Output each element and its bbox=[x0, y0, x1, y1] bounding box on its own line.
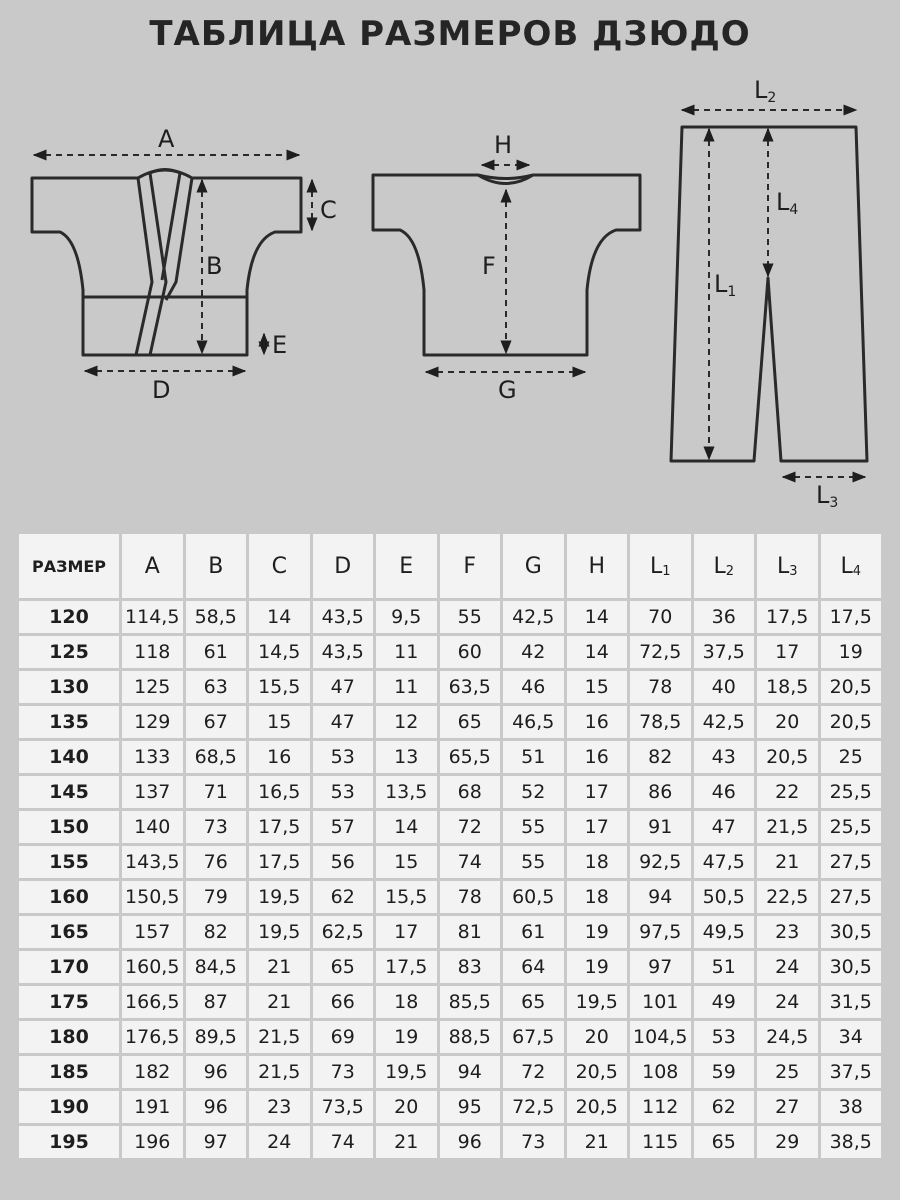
table-cell: 68 bbox=[440, 776, 501, 808]
table-cell: 22 bbox=[757, 776, 818, 808]
table-cell: 53 bbox=[313, 776, 374, 808]
table-cell: 65 bbox=[503, 986, 564, 1018]
table-cell: 72,5 bbox=[630, 636, 691, 668]
table-cell: 37,5 bbox=[694, 636, 755, 668]
table-cell: 18 bbox=[567, 881, 628, 913]
table-cell: 17 bbox=[757, 636, 818, 668]
table-cell: 79 bbox=[186, 881, 247, 913]
table-cell: 104,5 bbox=[630, 1021, 691, 1053]
table-cell: 19 bbox=[567, 916, 628, 948]
table-cell: 21,5 bbox=[249, 1056, 310, 1088]
table-cell: 17,5 bbox=[249, 846, 310, 878]
table-cell: 22,5 bbox=[757, 881, 818, 913]
label-g: G bbox=[498, 376, 517, 404]
table-cell: 65,5 bbox=[440, 741, 501, 773]
column-header-g: G bbox=[503, 534, 564, 598]
table-cell: 160,5 bbox=[122, 951, 183, 983]
table-cell: 16 bbox=[567, 741, 628, 773]
table-cell: 21 bbox=[376, 1126, 437, 1158]
table-cell: 21 bbox=[567, 1126, 628, 1158]
table-cell: 38,5 bbox=[821, 1126, 882, 1158]
table-cell: 47 bbox=[313, 671, 374, 703]
size-cell: 140 bbox=[19, 741, 119, 773]
table-cell: 43 bbox=[694, 741, 755, 773]
table-cell: 51 bbox=[503, 741, 564, 773]
jacket-front-diagram bbox=[32, 170, 301, 356]
table-cell: 94 bbox=[630, 881, 691, 913]
table-row bbox=[19, 741, 881, 773]
table-cell: 176,5 bbox=[122, 1021, 183, 1053]
table-cell: 84,5 bbox=[186, 951, 247, 983]
table-cell: 37,5 bbox=[821, 1056, 882, 1088]
table-cell: 78,5 bbox=[630, 706, 691, 738]
table-cell: 125 bbox=[122, 671, 183, 703]
table-cell: 55 bbox=[503, 846, 564, 878]
table-cell: 73 bbox=[313, 1056, 374, 1088]
page-title: ТАБЛИЦА РАЗМЕРОВ ДЗЮДО bbox=[149, 14, 751, 54]
table-row bbox=[19, 671, 881, 703]
table-cell: 23 bbox=[249, 1091, 310, 1123]
table-row bbox=[19, 951, 881, 983]
table-cell: 24 bbox=[757, 986, 818, 1018]
table-cell: 42,5 bbox=[503, 601, 564, 633]
table-cell: 16 bbox=[567, 706, 628, 738]
table-cell: 11 bbox=[376, 636, 437, 668]
table-cell: 166,5 bbox=[122, 986, 183, 1018]
table-cell: 62,5 bbox=[313, 916, 374, 948]
table-cell: 14 bbox=[376, 811, 437, 843]
table-cell: 81 bbox=[440, 916, 501, 948]
size-cell: 195 bbox=[19, 1126, 119, 1158]
table-cell: 112 bbox=[630, 1091, 691, 1123]
table-cell: 191 bbox=[122, 1091, 183, 1123]
table-cell: 17,5 bbox=[757, 601, 818, 633]
table-row bbox=[19, 776, 881, 808]
table-cell: 21,5 bbox=[249, 1021, 310, 1053]
table-cell: 21 bbox=[249, 986, 310, 1018]
label-d: D bbox=[152, 376, 171, 404]
table-cell: 95 bbox=[440, 1091, 501, 1123]
table-cell: 97,5 bbox=[630, 916, 691, 948]
size-cell: 125 bbox=[19, 636, 119, 668]
table-cell: 73 bbox=[186, 811, 247, 843]
table-cell: 76 bbox=[186, 846, 247, 878]
size-cell: 190 bbox=[19, 1091, 119, 1123]
column-header-l4: L4 bbox=[821, 534, 882, 598]
table-cell: 47 bbox=[313, 706, 374, 738]
table-cell: 46,5 bbox=[503, 706, 564, 738]
table-cell: 62 bbox=[694, 1091, 755, 1123]
size-cell: 145 bbox=[19, 776, 119, 808]
table-cell: 19,5 bbox=[249, 916, 310, 948]
column-header-c: C bbox=[249, 534, 310, 598]
table-cell: 15 bbox=[567, 671, 628, 703]
label-h: H bbox=[494, 131, 513, 159]
size-cell: 130 bbox=[19, 671, 119, 703]
table-cell: 85,5 bbox=[440, 986, 501, 1018]
table-cell: 87 bbox=[186, 986, 247, 1018]
table-cell: 19,5 bbox=[249, 881, 310, 913]
size-cell: 120 bbox=[19, 601, 119, 633]
table-cell: 63,5 bbox=[440, 671, 501, 703]
table-cell: 58,5 bbox=[186, 601, 247, 633]
column-header-l1: L1 bbox=[630, 534, 691, 598]
table-cell: 20 bbox=[757, 706, 818, 738]
label-l2: L2 bbox=[754, 76, 777, 106]
table-cell: 143,5 bbox=[122, 846, 183, 878]
table-row bbox=[19, 811, 881, 843]
label-f: F bbox=[482, 252, 496, 280]
table-cell: 92,5 bbox=[630, 846, 691, 878]
column-header-l3: L3 bbox=[757, 534, 818, 598]
table-cell: 38 bbox=[821, 1091, 882, 1123]
size-cell: 150 bbox=[19, 811, 119, 843]
table-cell: 20 bbox=[376, 1091, 437, 1123]
table-cell: 97 bbox=[186, 1126, 247, 1158]
table-cell: 60 bbox=[440, 636, 501, 668]
table-cell: 101 bbox=[630, 986, 691, 1018]
table-cell: 46 bbox=[694, 776, 755, 808]
table-cell: 129 bbox=[122, 706, 183, 738]
table-cell: 73 bbox=[503, 1126, 564, 1158]
table-row bbox=[19, 1021, 881, 1053]
table-cell: 74 bbox=[440, 846, 501, 878]
table-cell: 52 bbox=[503, 776, 564, 808]
table-cell: 96 bbox=[440, 1126, 501, 1158]
table-cell: 72 bbox=[440, 811, 501, 843]
table-row bbox=[19, 881, 881, 913]
table-cell: 65 bbox=[694, 1126, 755, 1158]
table-cell: 19 bbox=[821, 636, 882, 668]
table-cell: 20,5 bbox=[821, 706, 882, 738]
table-cell: 17 bbox=[567, 776, 628, 808]
table-cell: 82 bbox=[186, 916, 247, 948]
table-header-row bbox=[19, 534, 881, 598]
table-cell: 196 bbox=[122, 1126, 183, 1158]
table-cell: 21 bbox=[757, 846, 818, 878]
table-row bbox=[19, 1091, 881, 1123]
table-row bbox=[19, 601, 881, 633]
table-cell: 53 bbox=[694, 1021, 755, 1053]
table-cell: 20,5 bbox=[567, 1091, 628, 1123]
table-cell: 36 bbox=[694, 601, 755, 633]
table-cell: 21,5 bbox=[757, 811, 818, 843]
table-cell: 133 bbox=[122, 741, 183, 773]
table-cell: 55 bbox=[503, 811, 564, 843]
table-cell: 14 bbox=[567, 636, 628, 668]
table-cell: 91 bbox=[630, 811, 691, 843]
table-cell: 65 bbox=[313, 951, 374, 983]
size-cell: 185 bbox=[19, 1056, 119, 1088]
table-cell: 49 bbox=[694, 986, 755, 1018]
table-cell: 20 bbox=[567, 1021, 628, 1053]
table-cell: 157 bbox=[122, 916, 183, 948]
column-header-f: F bbox=[440, 534, 501, 598]
table-cell: 19,5 bbox=[567, 986, 628, 1018]
column-header-e: E bbox=[376, 534, 437, 598]
table-cell: 18 bbox=[567, 846, 628, 878]
table-cell: 19 bbox=[376, 1021, 437, 1053]
table-cell: 78 bbox=[440, 881, 501, 913]
label-l4: L4 bbox=[776, 188, 799, 218]
table-cell: 27 bbox=[757, 1091, 818, 1123]
column-header-l2: L2 bbox=[694, 534, 755, 598]
table-cell: 89,5 bbox=[186, 1021, 247, 1053]
table-cell: 17,5 bbox=[821, 601, 882, 633]
table-cell: 72 bbox=[503, 1056, 564, 1088]
size-cell: 170 bbox=[19, 951, 119, 983]
table-row bbox=[19, 1056, 881, 1088]
table-cell: 65 bbox=[440, 706, 501, 738]
table-row bbox=[19, 846, 881, 878]
table-cell: 50,5 bbox=[694, 881, 755, 913]
table-cell: 16 bbox=[249, 741, 310, 773]
table-cell: 27,5 bbox=[821, 881, 882, 913]
table-cell: 72,5 bbox=[503, 1091, 564, 1123]
table-cell: 20,5 bbox=[567, 1056, 628, 1088]
table-cell: 25,5 bbox=[821, 811, 882, 843]
table-cell: 150,5 bbox=[122, 881, 183, 913]
table-cell: 24 bbox=[249, 1126, 310, 1158]
table-cell: 108 bbox=[630, 1056, 691, 1088]
column-header-d: D bbox=[313, 534, 374, 598]
table-cell: 14,5 bbox=[249, 636, 310, 668]
table-row bbox=[19, 986, 881, 1018]
size-table bbox=[16, 531, 884, 1161]
table-cell: 137 bbox=[122, 776, 183, 808]
table-cell: 20,5 bbox=[757, 741, 818, 773]
table-cell: 42 bbox=[503, 636, 564, 668]
table-cell: 78 bbox=[630, 671, 691, 703]
table-cell: 27,5 bbox=[821, 846, 882, 878]
table-cell: 49,5 bbox=[694, 916, 755, 948]
table-cell: 34 bbox=[821, 1021, 882, 1053]
size-cell: 165 bbox=[19, 916, 119, 948]
table-cell: 43,5 bbox=[313, 636, 374, 668]
table-cell: 13,5 bbox=[376, 776, 437, 808]
table-cell: 24 bbox=[757, 951, 818, 983]
table-cell: 66 bbox=[313, 986, 374, 1018]
table-cell: 60,5 bbox=[503, 881, 564, 913]
table-cell: 67 bbox=[186, 706, 247, 738]
table-cell: 55 bbox=[440, 601, 501, 633]
table-cell: 23 bbox=[757, 916, 818, 948]
table-cell: 47,5 bbox=[694, 846, 755, 878]
table-cell: 18 bbox=[376, 986, 437, 1018]
table-cell: 29 bbox=[757, 1126, 818, 1158]
label-e: E bbox=[272, 331, 288, 359]
table-row bbox=[19, 636, 881, 668]
table-cell: 18,5 bbox=[757, 671, 818, 703]
table-row bbox=[19, 916, 881, 948]
table-cell: 17 bbox=[567, 811, 628, 843]
table-cell: 86 bbox=[630, 776, 691, 808]
table-cell: 83 bbox=[440, 951, 501, 983]
table-cell: 73,5 bbox=[313, 1091, 374, 1123]
size-cell: 160 bbox=[19, 881, 119, 913]
table-cell: 56 bbox=[313, 846, 374, 878]
measurement-diagrams bbox=[0, 0, 900, 520]
table-cell: 64 bbox=[503, 951, 564, 983]
table-cell: 11 bbox=[376, 671, 437, 703]
table-cell: 15 bbox=[249, 706, 310, 738]
table-cell: 21 bbox=[249, 951, 310, 983]
label-b: B bbox=[206, 252, 223, 280]
table-cell: 16,5 bbox=[249, 776, 310, 808]
table-row bbox=[19, 706, 881, 738]
table-cell: 47 bbox=[694, 811, 755, 843]
table-cell: 25 bbox=[757, 1056, 818, 1088]
table-cell: 19 bbox=[567, 951, 628, 983]
table-cell: 9,5 bbox=[376, 601, 437, 633]
table-cell: 14 bbox=[249, 601, 310, 633]
table-cell: 42,5 bbox=[694, 706, 755, 738]
table-cell: 15 bbox=[376, 846, 437, 878]
table-cell: 17 bbox=[376, 916, 437, 948]
size-column-header: РАЗМЕР bbox=[19, 534, 119, 598]
table-cell: 30,5 bbox=[821, 916, 882, 948]
table-cell: 12 bbox=[376, 706, 437, 738]
table-cell: 53 bbox=[313, 741, 374, 773]
table-cell: 17,5 bbox=[376, 951, 437, 983]
size-cell: 175 bbox=[19, 986, 119, 1018]
table-cell: 62 bbox=[313, 881, 374, 913]
table-cell: 61 bbox=[186, 636, 247, 668]
table-cell: 61 bbox=[503, 916, 564, 948]
table-cell: 69 bbox=[313, 1021, 374, 1053]
table-row bbox=[19, 1126, 881, 1158]
table-cell: 140 bbox=[122, 811, 183, 843]
table-cell: 182 bbox=[122, 1056, 183, 1088]
table-cell: 30,5 bbox=[821, 951, 882, 983]
table-cell: 59 bbox=[694, 1056, 755, 1088]
table-cell: 15,5 bbox=[249, 671, 310, 703]
table-cell: 94 bbox=[440, 1056, 501, 1088]
table-cell: 24,5 bbox=[757, 1021, 818, 1053]
size-cell: 155 bbox=[19, 846, 119, 878]
column-header-a: A bbox=[122, 534, 183, 598]
table-cell: 13 bbox=[376, 741, 437, 773]
table-cell: 67,5 bbox=[503, 1021, 564, 1053]
label-l3: L3 bbox=[816, 481, 839, 511]
table-cell: 97 bbox=[630, 951, 691, 983]
table-cell: 96 bbox=[186, 1056, 247, 1088]
table-cell: 14 bbox=[567, 601, 628, 633]
table-cell: 20,5 bbox=[821, 671, 882, 703]
column-header-h: H bbox=[567, 534, 628, 598]
table-cell: 25 bbox=[821, 741, 882, 773]
size-cell: 135 bbox=[19, 706, 119, 738]
table-cell: 17,5 bbox=[249, 811, 310, 843]
table-cell: 19,5 bbox=[376, 1056, 437, 1088]
table-cell: 43,5 bbox=[313, 601, 374, 633]
table-cell: 96 bbox=[186, 1091, 247, 1123]
table-cell: 57 bbox=[313, 811, 374, 843]
column-header-b: B bbox=[186, 534, 247, 598]
table-cell: 70 bbox=[630, 601, 691, 633]
table-cell: 82 bbox=[630, 741, 691, 773]
table-cell: 31,5 bbox=[821, 986, 882, 1018]
table-cell: 68,5 bbox=[186, 741, 247, 773]
table-cell: 115 bbox=[630, 1126, 691, 1158]
table-body bbox=[19, 601, 881, 1158]
label-l1: L1 bbox=[714, 270, 737, 300]
label-a: A bbox=[158, 125, 175, 153]
table-cell: 74 bbox=[313, 1126, 374, 1158]
table-cell: 40 bbox=[694, 671, 755, 703]
table-cell: 46 bbox=[503, 671, 564, 703]
table-cell: 118 bbox=[122, 636, 183, 668]
table-cell: 71 bbox=[186, 776, 247, 808]
table-cell: 88,5 bbox=[440, 1021, 501, 1053]
table-cell: 15,5 bbox=[376, 881, 437, 913]
table-cell: 51 bbox=[694, 951, 755, 983]
size-cell: 180 bbox=[19, 1021, 119, 1053]
label-c: C bbox=[320, 196, 337, 224]
table-cell: 25,5 bbox=[821, 776, 882, 808]
table-cell: 63 bbox=[186, 671, 247, 703]
table-cell: 114,5 bbox=[122, 601, 183, 633]
